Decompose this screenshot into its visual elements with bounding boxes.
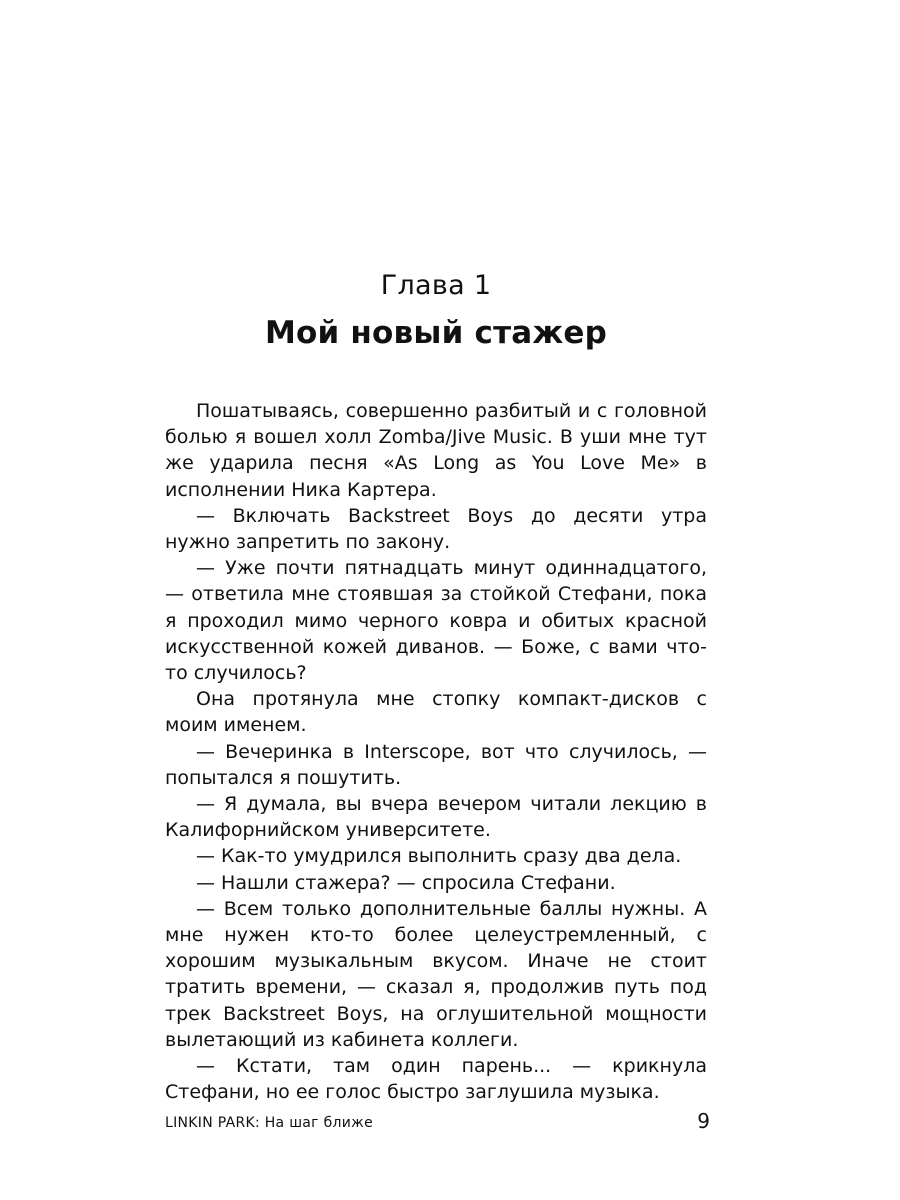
paragraph: — Уже почти пятнадцать минут одиннадцатого, — ответила мне стоявшая за стойкой Стефани, пока я проходил мимо черного ковра и обитых красной искусственной кожей диванов. — Боже, с вами что-то случилось? xyxy=(165,557,707,685)
paragraph: — Я думала, вы вчера вечером читали лекцию в Калифорнийском университете. xyxy=(165,793,707,842)
paragraph: — Вечеринка в Interscope, вот что случилось, — попытался я пошутить. xyxy=(165,740,707,789)
chapter-body xyxy=(165,398,707,1105)
chapter-label: Глава 1 xyxy=(380,270,492,301)
page-number: 9 xyxy=(697,1109,710,1133)
paragraph: — Кстати, там один парень... — крикнула Стефани, но ее голос быстро заглушила музыка. xyxy=(165,1055,707,1104)
paragraph: Пошатываясь, совершенно разбитый и с головной болью я вошел холл Zomba/Jive Music. В уши мне тут же ударила песня «As Long as You Love Me» в исполнении Ника Картера. xyxy=(165,400,707,501)
paragraph: — Включать Backstreet Boys до десяти утра нужно запретить по закону. xyxy=(165,504,707,554)
chapter-title: Мой новый стажер xyxy=(264,315,608,351)
paragraph: — Нашли стажера? — спросила Стефани. xyxy=(196,871,616,894)
running-title: LINKIN PARK: На шаг ближе xyxy=(165,1115,373,1131)
paragraph: Она протянула мне стопку компакт-дисков с моим именем. xyxy=(165,688,707,737)
paragraph: — Всем только дополнительные баллы нужны. А мне нужен кто-то более целеустремленный, с хорошим музыкальным вкусом. Иначе не стоит тратить времени, — сказал я, продолжив путь под трек Backstreet Boys, на оглушительной мощности вылетающий из кабинета коллеги. xyxy=(165,897,707,1051)
paragraph: — Как-то умудрился выполнить сразу два дела. xyxy=(196,845,682,868)
